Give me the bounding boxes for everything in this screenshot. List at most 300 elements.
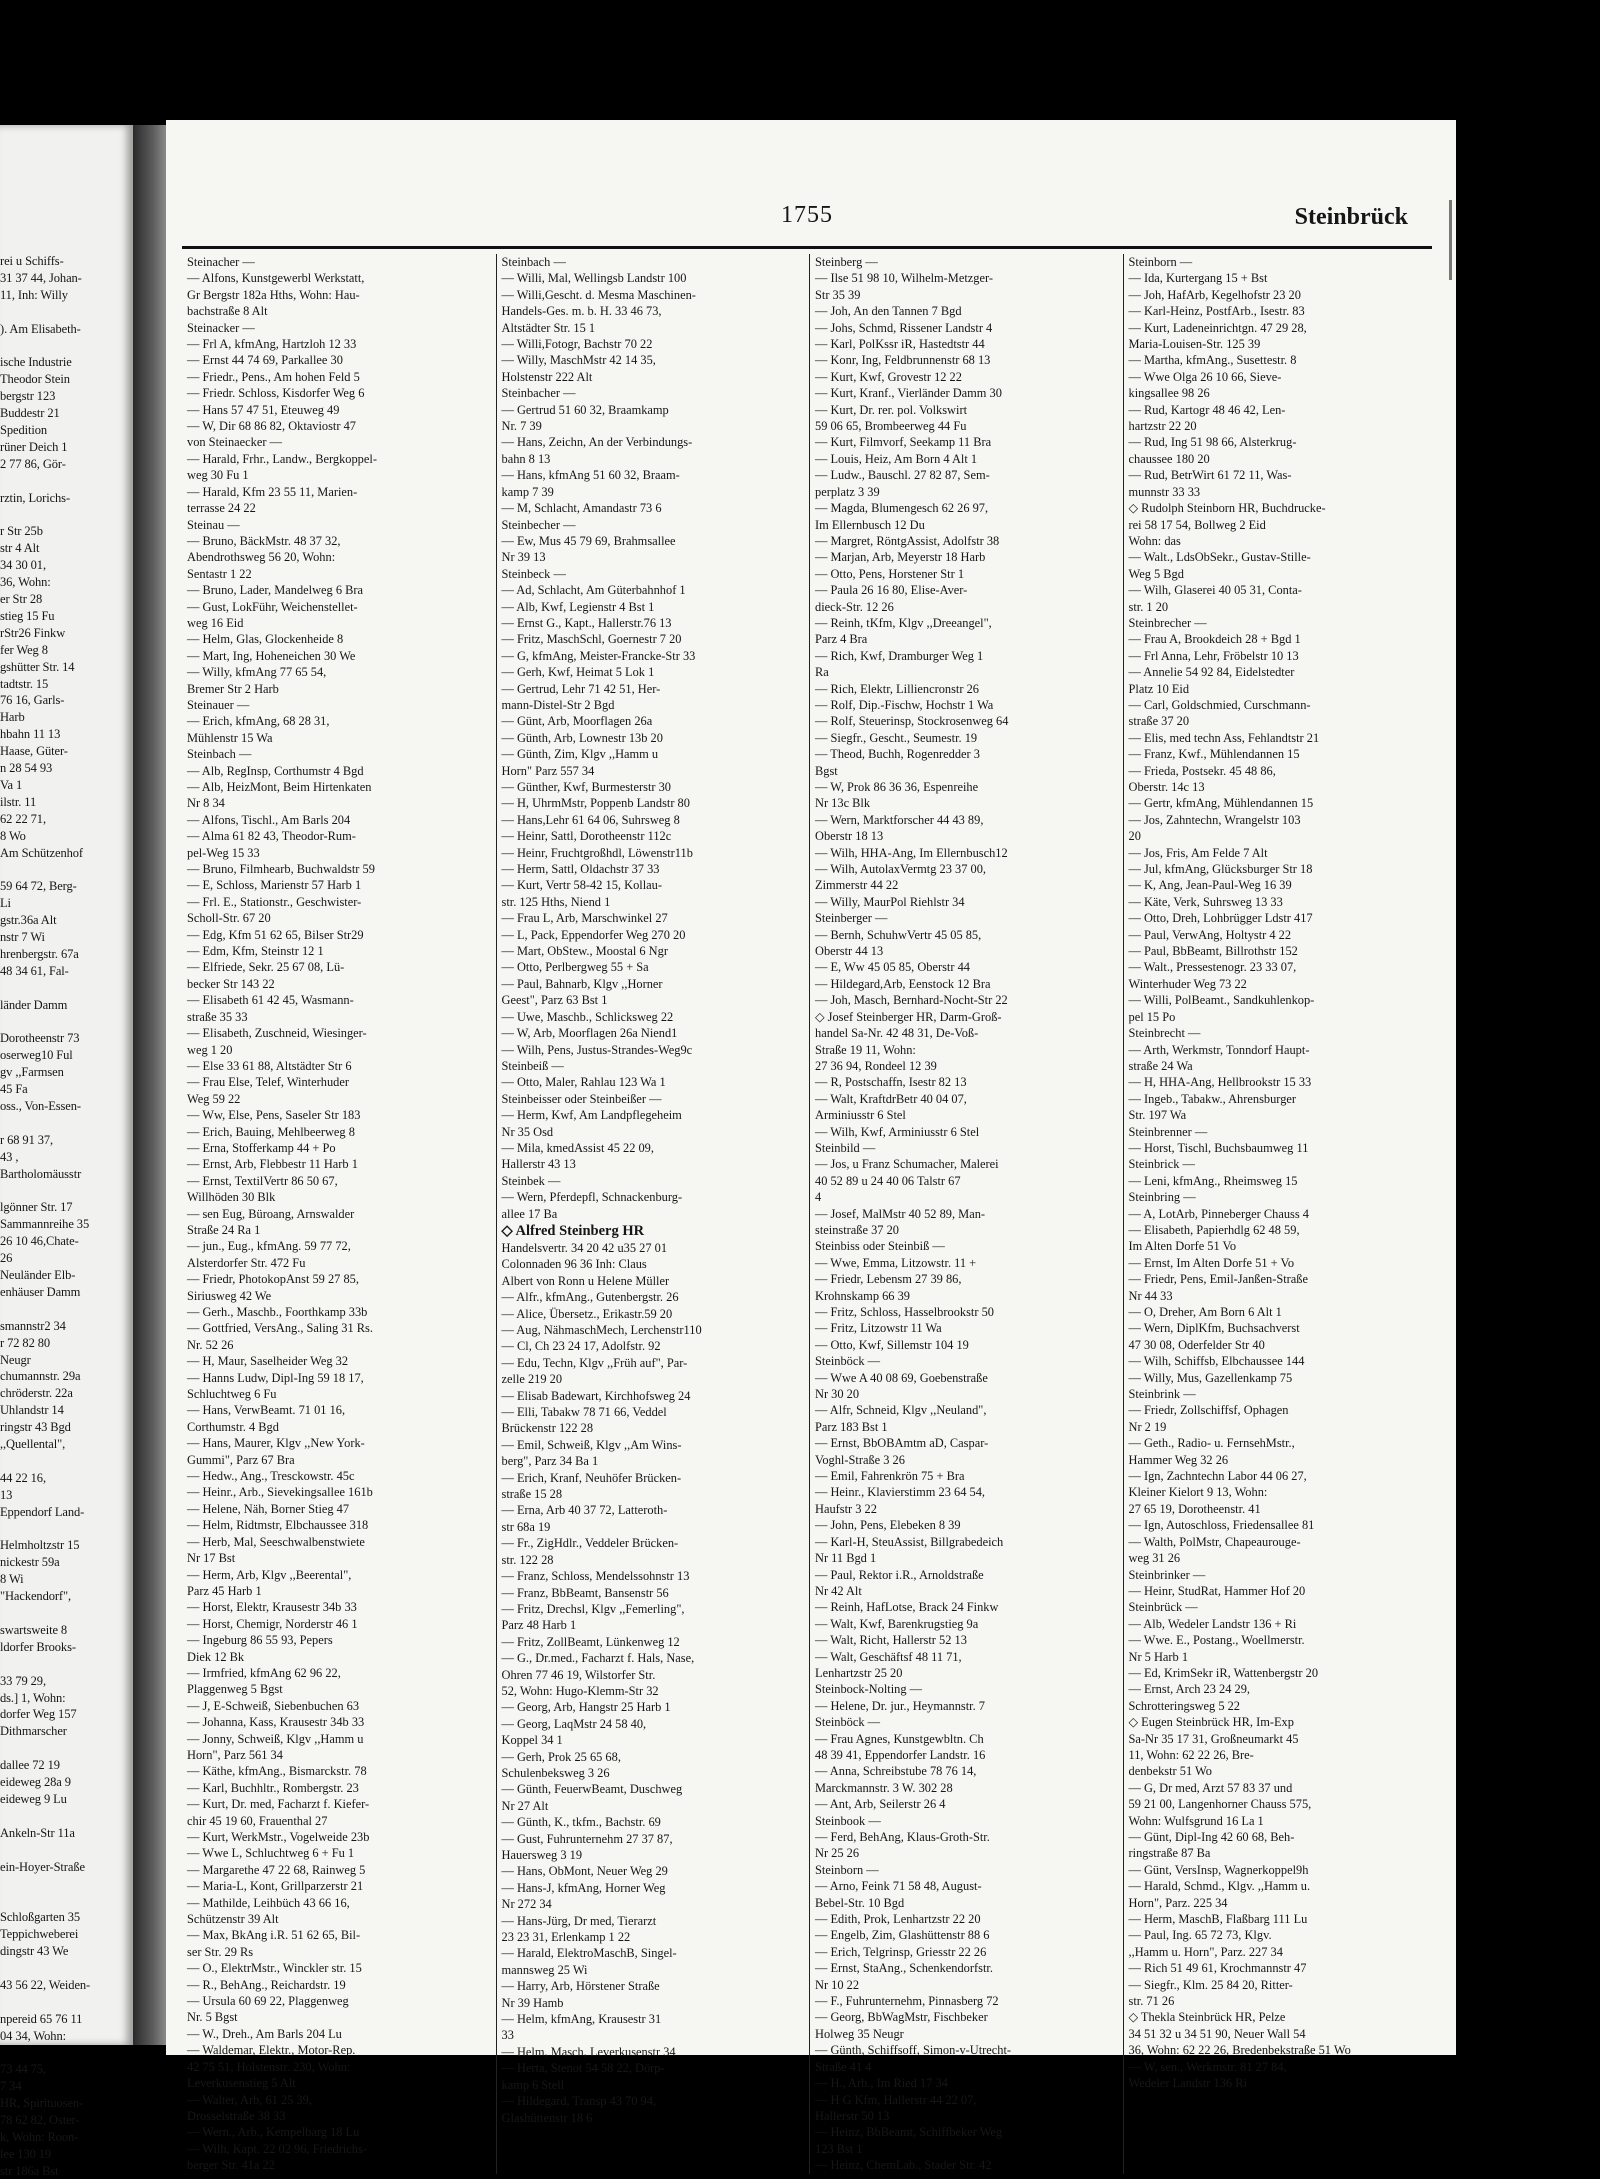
directory-entry: — Erich, Bauing, Mehlbeerweg 8	[187, 1124, 355, 1139]
facing-page-fragment	[0, 125, 133, 2178]
directory-entry: — Walt., Pressestenogr. 23 33 07,	[1128, 960, 1297, 975]
facing-page-line: Li	[0, 896, 11, 911]
directory-entry: — Kurt, Kwf, Grovestr 12 22	[815, 369, 962, 384]
facing-page-line: ,,Quellental",	[0, 1437, 66, 1451]
directory-entry: — Ernst, Arch 23 24 29,	[1128, 1682, 1250, 1697]
directory-entry: — Ant, Arb, Seilerstr 26 4	[815, 1797, 946, 1812]
facing-page-line: Theodor Stein	[0, 372, 70, 387]
directory-entry: — Ernst, StaAng., Schenkendorfstr.	[815, 1961, 993, 1976]
directory-entry: — Frau Else, Telef, Winterhuder	[187, 1075, 349, 1090]
surname-heading: Steinauer —	[187, 697, 250, 712]
directory-entry: — Fritz, Schloss, Hasselbrookstr 50	[815, 1305, 994, 1319]
directory-entry: — Alb, HeizMont, Beim Hirtenkaten	[187, 780, 372, 794]
directory-entry: — Elli, Tabakw 78 71 66, Veddel	[501, 1405, 667, 1420]
facing-page-line: Neuländer Elb-	[0, 1268, 76, 1282]
directory-entry: — Horst, Elektr, Krausestr 34b 33	[187, 1600, 357, 1615]
directory-entry: — Ludw., Bauschl. 27 82 87, Sem-	[815, 468, 990, 483]
directory-entry: Colonnaden 96 36 Inh: Claus	[501, 1257, 647, 1272]
directory-entry: Nr 42 Alt	[815, 1583, 862, 1598]
directory-entry: Abendrothsweg 56 20, Wohn:	[187, 550, 336, 565]
directory-entry: — Kurt, Vertr 58-42 15, Kollau-	[501, 878, 662, 893]
facing-page-line: bergstr 123	[0, 389, 56, 404]
directory-entry: Alsterdorfer Str. 472 Fu	[187, 1255, 306, 1270]
directory-entry: — W, sen., Werkmstr. 81 27 84,	[1128, 2059, 1287, 2074]
directory-entry: Hallerstr 43 13	[501, 1157, 576, 1172]
directory-entry: — Frl Anna, Lehr, Fröbelstr 10 13	[1128, 648, 1299, 663]
directory-entry: — Heinr, Fruchtgroßhdl, Löwenstr11b	[501, 845, 693, 860]
directory-entry: — Georg, LaqMstr 24 58 40,	[501, 1716, 647, 1731]
facing-page-line: er Str 28	[0, 592, 43, 606]
column-3	[809, 254, 1119, 2174]
directory-entry: — Hans 57 47 51, Eteuweg 49	[187, 402, 340, 417]
directory-entry: Nr 11 Bgd 1	[815, 1551, 877, 1566]
directory-entry: — John, Pens, Elebeken 8 39	[815, 1518, 961, 1533]
directory-entry: — Otto, Pens, Horstener Str 1	[815, 566, 965, 581]
directory-entry: Horn", Parz. 225 34	[1128, 1895, 1228, 1910]
directory-entry: — Wwe, Emma, Litzowstr. 11 +	[815, 1255, 977, 1270]
directory-entry: — K, Ang, Jean-Paul-Weg 16 39	[1128, 878, 1292, 893]
facing-page-line: Spedition	[0, 423, 48, 437]
directory-entry: — Friedr. Schloss, Kisdorfer Weg 6	[187, 386, 365, 401]
directory-entry: — Wwe Olga 26 10 66, Sieve-	[1128, 369, 1282, 384]
directory-entry: straße 24 Wa	[1128, 1058, 1193, 1073]
directory-entry: — G., Dr.med., Facharzt f. Hals, Nase,	[501, 1651, 695, 1666]
directory-entry: hartzstr 22 20	[1128, 419, 1197, 434]
directory-entry: steinstraße 37 20	[815, 1222, 899, 1237]
facing-page-line: 36, Wohn:	[0, 575, 51, 590]
directory-entry: — Hans-Jürg, Dr med, Tierarzt	[501, 1913, 657, 1928]
directory-entry: — Karl-Heinz, PostfArb., Isestr. 83	[1128, 304, 1305, 319]
directory-entry: — Hans, Zeichn, An der Verbindungs-	[501, 435, 693, 450]
directory-entry: Glashüttenstr 18 6	[501, 2110, 593, 2125]
directory-entry: Oberstr 44 13	[815, 944, 884, 959]
directory-entry: Schluchtweg 6 Fu	[187, 1387, 277, 1402]
directory-entry: str. 122 28	[501, 1552, 554, 1567]
directory-entry: — Edg, Kfm 51 62 65, Bilser Str29	[187, 927, 364, 942]
directory-entry: — Konr, Ing, Feldbrunnenstr 68 13	[815, 353, 991, 368]
directory-entry: Nr 44 33	[1128, 1288, 1173, 1303]
surname-heading: Steinau —	[187, 517, 240, 532]
facing-page-line: 73 44 75,	[0, 2062, 46, 2077]
directory-entry: — Herm, MaschB, Flaßbarg 111 Lu	[1128, 1912, 1308, 1927]
directory-entry: — Edith, Prok, Lenhartzstr 22 20	[815, 1912, 981, 1927]
directory-entry: — Jos, Zahntechn, Wrangelstr 103	[1128, 812, 1301, 827]
directory-entry: — W, Dir 68 86 82, Oktaviostr 47	[187, 419, 356, 434]
directory-entry: Handelsvertr. 34 20 42 u35 27 01	[501, 1240, 668, 1255]
directory-entry: — Paul, VerwAng, Holtystr 4 22	[1128, 927, 1292, 942]
directory-entry: — Georg, BbWagMstr, Fischbeker	[815, 2010, 988, 2025]
directory-entry: — Walt, Richt, Hallerstr 52 13	[815, 1633, 967, 1648]
directory-entry: — Helm, kfmAng, Krausestr 31	[501, 2012, 662, 2027]
facing-page-line: 11, Inh: Willy	[0, 287, 68, 302]
directory-entry: str. 1 20	[1128, 599, 1169, 614]
facing-page-line: k, Wohn: Roon-	[0, 2129, 79, 2144]
directory-entry: Nr. 52 26	[187, 1337, 234, 1352]
directory-entry: — Alb, Kwf, Legienstr 4 Bst 1	[501, 599, 655, 614]
directory-entry: — Kurt, WerkMstr., Vogelweide 23b	[187, 1830, 370, 1844]
directory-entry: Parz 48 Harb 1	[501, 1618, 577, 1633]
directory-entry: — Heinr., Klavierstimm 23 64 54,	[815, 1485, 986, 1500]
directory-entry: 4	[815, 1190, 822, 1205]
directory-entry: Schrotteringsweg 5 22	[1128, 1698, 1240, 1713]
directory-entry: — Fritz, Litzowstr 11 Wa	[815, 1321, 942, 1336]
directory-entry: — Reinh, HafLotse, Brack 24 Finkw	[815, 1600, 999, 1615]
directory-entry: 52, Wohn: Hugo-Klemm-Str 32	[501, 1683, 659, 1698]
directory-entry: Kleiner Kielort 9 13, Wohn:	[1128, 1485, 1268, 1500]
directory-entry: Gr Bergstr 182a Hths, Wohn: Hau-	[187, 287, 360, 302]
directory-entry: — Fritz, Drechsl, Klgv ,,Femerling",	[501, 1601, 685, 1616]
directory-entry: — Jos, u Franz Schumacher, Malerei	[815, 1157, 999, 1172]
directory-entry: Holstenstr 222 Alt	[501, 369, 593, 384]
directory-entry: Nr 25 26	[815, 1846, 860, 1861]
directory-entry: ◇ Eugen Steinbrück HR, Im-Exp	[1128, 1715, 1294, 1730]
directory-entry: — Elisab Badewart, Kirchhofsweg 24	[501, 1388, 691, 1403]
directory-entry: weg 30 Fu 1	[187, 468, 249, 483]
directory-entry: — Helene, Dr. jur., Heymannstr. 7	[815, 1698, 985, 1713]
facing-page-line: 13	[0, 1487, 13, 1502]
directory-entry: — Johanna, Kass, Krausestr 34b 33	[187, 1715, 365, 1730]
directory-entry: Leverkusenstieg 5 Alt	[187, 2076, 296, 2091]
directory-entry: — Else 33 61 88, Altstädter Str 6	[187, 1058, 352, 1073]
directory-entry: 20	[1128, 829, 1141, 844]
directory-entry: — Fritz, MaschSchl, Goernestr 7 20	[501, 632, 682, 647]
directory-entry: — Herm, Sattl, Oldachstr 37 33	[501, 862, 660, 877]
directory-entry: ◇ Alfred Steinberg HR	[501, 1222, 645, 1239]
directory-entry: denbekstr 51 Wo	[1128, 1764, 1212, 1779]
directory-entry: — F., Fuhrunternehm, Pinnasberg 72	[815, 1994, 999, 2009]
directory-entry: — Erich, Telgrinsp, Griesstr 22 26	[815, 1944, 987, 1959]
surname-heading: Steinbrinker —	[1128, 1567, 1206, 1582]
facing-page-line: 26 10 46,Chate-	[0, 1234, 79, 1249]
facing-page-line: chröderstr. 22a	[0, 1386, 73, 1401]
directory-entry: Oberstr. 14c 13	[1128, 780, 1205, 794]
directory-entry: — Horst, Chemigr, Norderstr 46 1	[187, 1616, 358, 1631]
directory-entry: — Herb, Mal, Seeschwalbenstwiete	[187, 1534, 365, 1549]
directory-entry: — Gust, Fuhrunternehm 27 37 87,	[501, 1831, 673, 1846]
directory-entry: — Helm, Ridtmstr, Elbchaussee 318	[187, 1518, 369, 1533]
facing-page-line: länder Damm	[0, 997, 68, 1012]
directory-entry: — Arno, Feink 71 58 48, August-	[815, 1879, 982, 1894]
directory-entry: — Herm, Kwf, Am Landpflegeheim	[501, 1108, 682, 1123]
directory-entry: — Ign, Autoschloss, Friedensallee 81	[1128, 1518, 1315, 1533]
directory-entry: — Wern., Arb., Kempelbarg 18 Lu	[187, 2125, 360, 2140]
directory-entry: 59 21 00, Langenhorner Chauss 575,	[1128, 1797, 1312, 1812]
facing-page-line: gshütter Str. 14	[0, 659, 75, 674]
directory-entry: Siriusweg 42 We	[187, 1288, 272, 1303]
directory-entry: — Helm, Glas, Glockenheide 8	[187, 632, 344, 647]
directory-entry: — Alice, Übersetz., Erikastr.59 20	[501, 1306, 673, 1321]
directory-entry: — Margret, RöntgAssist, Adolfstr 38	[815, 533, 1000, 548]
facing-page-line: 34 30 01,	[0, 558, 46, 573]
directory-entry: — W., Dreh., Am Barls 204 Lu	[187, 2026, 342, 2041]
directory-entry: — Heinr., Arb., Sievekingsallee 161b	[187, 1485, 373, 1500]
directory-entry: — Walt, KraftdrBetr 40 04 07,	[815, 1091, 967, 1106]
facing-page-line: ldorfer Brooks-	[0, 1639, 76, 1654]
facing-page-line: rStr26 Finkw	[0, 625, 66, 640]
directory-entry: — Margarethe 47 22 68, Rainweg 5	[187, 1862, 366, 1877]
directory-entry: Oberstr 18 13	[815, 829, 884, 844]
directory-entry: allee 17 Ba	[501, 1206, 558, 1221]
directory-entry: — G, Dr med, Arzt 57 83 37 und	[1128, 1780, 1293, 1795]
directory-columns	[182, 254, 1432, 2173]
directory-entry: — Paula 26 16 80, Elise-Aver-	[815, 583, 968, 598]
directory-entry: kamp 6 Stell	[501, 2077, 565, 2092]
directory-entry: Nr 39 Hamb	[501, 1995, 564, 2010]
directory-entry: — Alb, Wedeler Landstr 136 + Ri	[1128, 1616, 1297, 1631]
facing-page-line: rei u Schiffs-	[0, 254, 64, 268]
directory-entry: — Günth, K., tkfm., Bachstr. 69	[501, 1815, 661, 1830]
directory-entry: — Emil, Schweiß, Klgv ,,Am Wins-	[501, 1437, 682, 1452]
directory-entry: — Helene, Näh, Borner Stieg 47	[187, 1501, 350, 1516]
directory-entry: — Bernh, SchuhwVertr 45 05 85,	[815, 927, 982, 942]
directory-entry: str 68a 19	[501, 1519, 551, 1534]
facing-page-line: rüner Deich 1	[0, 439, 68, 454]
directory-entry: — Kurt, Kranf., Vierländer Damm 30	[815, 386, 1002, 401]
directory-entry: — Walth, PolMstr, Chapeaurouge-	[1128, 1534, 1301, 1549]
directory-entry: — Marjan, Arb, Meyerstr 18 Harb	[815, 550, 986, 565]
running-head: Steinbrück	[1294, 204, 1408, 230]
surname-heading: Steinacher —	[187, 255, 255, 269]
directory-entry: — R, Postschaffn, Isestr 82 13	[815, 1075, 967, 1090]
book-gutter	[133, 125, 166, 2045]
directory-entry: — Uwe, Maschb., Schlicksweg 22	[501, 1009, 674, 1024]
directory-entry: berg", Parz 34 Ba 1	[501, 1454, 599, 1469]
directory-entry: — Hildegard, Transp 43 70 94,	[501, 2094, 657, 2109]
directory-entry: — Joh, HafArb, Kegelhofstr 23 20	[1128, 287, 1301, 302]
directory-entry: — Aug, NähmaschMech, Lerchenstr110	[501, 1323, 702, 1337]
directory-entry: — Elisabeth, Papierhdlg 62 48 59,	[1128, 1222, 1300, 1237]
directory-entry: — Erich, Kranf, Neuhöfer Brücken-	[501, 1470, 682, 1485]
directory-entry: Mühlenstr 15 Wa	[187, 730, 273, 745]
directory-entry: Parz 4 Bra	[815, 632, 868, 647]
directory-entry: — Willy, kfmAng 77 65 54,	[187, 665, 327, 680]
directory-entry: — Mathilde, Leihbüch 43 66 16,	[187, 1895, 350, 1910]
column-1	[182, 254, 492, 2174]
directory-entry: — Wilh, HHA-Ang, Im Ellernbusch12	[815, 845, 1008, 860]
directory-entry: — Alfr., kfmAng., Gutenbergstr. 26	[501, 1290, 679, 1305]
directory-entry: — G, kfmAng, Meister-Francke-Str 33	[501, 648, 696, 663]
facing-page-line: 33 79 29,	[0, 1673, 46, 1688]
directory-entry: ◇ Thekla Steinbrück HR, Pelze	[1128, 2010, 1286, 2025]
surname-heading: Steinberg —	[815, 255, 878, 269]
column-2	[496, 254, 806, 2174]
directory-entry: — Ingeb., Tabakw., Ahrensburger	[1128, 1091, 1297, 1106]
surname-heading: Steinberger —	[815, 911, 888, 926]
surname-heading: Steinbock-Nolting —	[815, 1682, 923, 1697]
directory-entry: — sen Eug, Büroang, Arnswalder	[187, 1206, 355, 1221]
directory-entry: 27 36 94, Rondeel 12 39	[815, 1058, 937, 1073]
directory-entry: — Bruno, BäckMstr. 48 37 32,	[187, 533, 341, 548]
directory-entry: — Wwe A 40 08 69, Goebenstraße	[815, 1370, 988, 1385]
directory-entry: — Günth, Arb, Lownestr 13b 20	[501, 730, 663, 745]
directory-entry: — Siegfr., Klm. 25 84 20, Ritter-	[1128, 1977, 1293, 1992]
directory-entry: straße 15 28	[501, 1487, 563, 1502]
facing-page-line: eideweg 28a 9	[0, 1775, 71, 1789]
directory-entry: weg 16 Eid	[187, 615, 244, 630]
page-header	[182, 202, 1432, 234]
directory-entry: Horn" Parz 557 34	[501, 763, 595, 778]
directory-entry: — Franz, Kwf., Mühlendannen 15	[1128, 747, 1300, 762]
directory-entry: kamp 7 39	[501, 484, 554, 499]
directory-entry: — Kurt, Dr. rer. pol. Volkswirt	[815, 402, 968, 417]
directory-entry: zelle 219 20	[501, 1372, 563, 1387]
facing-page-line: Va 1	[0, 777, 23, 792]
directory-entry: — Friedr, Lebensm 27 39 86,	[815, 1272, 962, 1287]
directory-entry: Nr 5 Harb 1	[1128, 1649, 1189, 1664]
directory-entry: 34 51 32 u 34 51 90, Neuer Wall 54	[1128, 2026, 1306, 2041]
directory-entry: — Rolf, Dip.-Fischw, Hochstr 1 Wa	[815, 697, 994, 712]
surname-heading: Steinbring —	[1128, 1190, 1196, 1205]
directory-entry: — Frau Agnes, Kunstgewbltn. Ch	[815, 1731, 984, 1746]
directory-entry: Gummi", Parz 67 Bra	[187, 1452, 295, 1467]
directory-entry: Winterhuder Weg 73 22	[1128, 976, 1247, 991]
directory-entry: — Günther, Kwf, Burmesterstr 30	[501, 780, 671, 794]
surname-heading: Steinbrick —	[1128, 1157, 1195, 1172]
directory-entry: — Otto, Perlbergweg 55 + Sa	[501, 960, 649, 975]
directory-entry: kingsallee 98 26	[1128, 386, 1210, 401]
directory-entry: Parz 45 Harb 1	[187, 1583, 262, 1598]
directory-entry: — Gerh., Maschb., Foorthkamp 33b	[187, 1305, 368, 1319]
facing-page-line: 62 22 71,	[0, 811, 46, 826]
directory-entry: Geest", Parz 63 Bst 1	[501, 993, 608, 1008]
facing-page-line: Haase, Güter-	[0, 744, 68, 759]
surname-heading: Steinbek —	[501, 1173, 561, 1188]
directory-entry: — Ernst, BbOBAmtm aD, Caspar-	[815, 1436, 989, 1451]
directory-entry: — Edu, Techn, Klgv ,,Früh auf", Par-	[501, 1355, 688, 1370]
directory-entry: Wohn: Wulfsgrund 16 La 1	[1128, 1813, 1264, 1828]
directory-entry: Corthumstr. 4 Bgd	[187, 1419, 279, 1434]
facing-page-line: ilstr. 11	[0, 794, 37, 809]
directory-entry: Schützenstr 39 Alt	[187, 1912, 279, 1927]
page-number: 1755	[781, 202, 833, 228]
facing-page-line: str 186a Bst	[0, 2163, 59, 2178]
surname-heading: Steinbrecher —	[1128, 615, 1207, 630]
directory-entry: ringstraße 87 Ba	[1128, 1846, 1211, 1861]
directory-entry: Nr 10 22	[815, 1977, 860, 1992]
directory-entry: — Reinh, tKfm, Klgv ,,Dreeangel",	[815, 615, 992, 630]
facing-page-line: Bartholomäusstr	[0, 1166, 82, 1181]
surname-heading: Steinbrecht —	[1128, 1026, 1201, 1041]
directory-entry: — Mila, kmedAssist 45 22 09,	[501, 1140, 654, 1155]
directory-entry: — Ingeburg 86 55 93, Pepers	[187, 1633, 333, 1648]
directory-entry: — Frau L, Arb, Marschwinkel 27	[501, 911, 668, 926]
directory-entry: Ohren 77 46 19, Wilstorfer Str.	[501, 1667, 656, 1682]
directory-entry: Straße 24 Ra 1	[187, 1222, 261, 1237]
directory-entry: handel Sa-Nr. 42 48 31, De-Voß-	[815, 1026, 979, 1041]
directory-entry: Horn", Parz 561 34	[187, 1747, 283, 1762]
surname-heading: Steinbacher —	[501, 386, 576, 401]
directory-entry: — Alfons, Kunstgewerbl Werkstatt,	[187, 271, 365, 286]
directory-entry: 123 Bst 1	[815, 2141, 863, 2156]
directory-entry: weg 1 20	[187, 1042, 233, 1057]
directory-entry: — Hans, ObMont, Neuer Weg 29	[501, 1864, 668, 1879]
facing-page-line: hbahn 11 13	[0, 727, 61, 742]
directory-entry: — Walt, Kwf, Barenkrugstieg 9a	[815, 1616, 979, 1631]
facing-page-line: rztin, Lorichs-	[0, 490, 71, 505]
surname-heading: Steinborn —	[1128, 255, 1193, 269]
directory-entry: — Gust, LokFühr, Weichenstellet-	[187, 599, 358, 614]
facing-page-line: Uhlandstr 14	[0, 1403, 64, 1418]
facing-page-line: Harb	[0, 710, 25, 725]
directory-entry: — M, Schlacht, Amandastr 73 6	[501, 501, 662, 516]
directory-entry: — Frl A, kfmAng, Hartzloh 12 33	[187, 337, 357, 352]
directory-entry: — Otto, Dreh, Lohbrügger Ldstr 417	[1128, 911, 1313, 926]
directory-entry: — Joh, Masch, Bernhard-Nocht-Str 22	[815, 993, 1008, 1008]
directory-entry: — Ad, Schlacht, Am Güterbahnhof 1	[501, 583, 686, 598]
facing-page-line: dorfer Weg 157	[0, 1707, 77, 1722]
directory-entry: — Rolf, Steuerinsp, Stockrosenweg 64	[815, 714, 1009, 729]
facing-page-line: lgönner Str. 17	[0, 1200, 73, 1215]
facing-page-line: Eppendorf Land-	[0, 1504, 85, 1519]
directory-entry: — Ferd, BehAng, Klaus-Groth-Str.	[815, 1830, 990, 1844]
facing-page-line: 26	[0, 1251, 13, 1266]
directory-entry: — Waldemar, Elektr., Motor-Rep.	[187, 2043, 356, 2058]
directory-entry: — Hans, VerwBeamt. 71 01 16,	[187, 1403, 346, 1418]
directory-entry: — Paul, BbBeamt, Billrothstr 152	[1128, 944, 1298, 959]
facing-page-line: 04 34, Wohn:	[0, 2028, 66, 2043]
directory-entry: — Edm, Kfm, Steinstr 12 1	[187, 944, 324, 959]
surname-heading: Steinbach —	[187, 747, 252, 762]
facing-page-line: nstr 7 Wi	[0, 930, 45, 944]
directory-entry: Drosselstraße 38 33	[187, 2108, 286, 2123]
facing-page-line: tadtstr. 15	[0, 676, 49, 691]
directory-entry: Sa-Nr 35 17 31, Großneumarkt 45	[1128, 1731, 1299, 1746]
facing-page-line: HR, Spirituosen-	[0, 2096, 84, 2111]
directory-entry: — Carl, Goldschmied, Curschmann-	[1128, 697, 1311, 712]
directory-entry: Krohnskamp 66 39	[815, 1288, 910, 1303]
directory-entry: — Rich, Elektr, Lilliencronstr 26	[815, 681, 979, 696]
directory-entry: — Ernst G., Kapt., Hallerstr.76 13	[501, 615, 672, 630]
directory-entry: — Geth., Radio- u. FernsehMstr.,	[1128, 1436, 1295, 1451]
directory-entry: Haufstr 3 22	[815, 1501, 877, 1516]
surname-heading: Steinacker —	[187, 320, 255, 335]
facing-page-line: dallee 72 19	[0, 1758, 60, 1773]
directory-entry: — Erich, kfmAng, 68 28 31,	[187, 714, 330, 729]
directory-entry: — Louis, Heiz, Am Born 4 Alt 1	[815, 451, 978, 466]
directory-entry: — Heinz, BbBeamt, Schiffbeker Weg	[815, 2125, 1003, 2140]
directory-entry: Straße 19 11, Wohn:	[815, 1042, 916, 1057]
directory-entry: — Heinz, ChemLab., Stader Str. 42	[815, 2158, 992, 2173]
directory-entry: — Harry, Arb, Hörstener Straße	[501, 1979, 660, 1994]
directory-entry: — Paul, Ing. 65 72 73, Klgv.	[1128, 1928, 1272, 1943]
facing-page-line: 2 77 86, Gör-	[0, 456, 66, 471]
surname-heading: Steinbrück —	[1128, 1600, 1198, 1615]
directory-entry: chaussee 180 20	[1128, 451, 1210, 466]
directory-entry: — Otto, Maler, Rahlau 123 Wa 1	[501, 1075, 666, 1090]
directory-entry: — Willi,Gescht. d. Mesma Maschinen-	[501, 287, 696, 302]
facing-page-line: swartsweite 8	[0, 1622, 68, 1637]
directory-entry: — Emil, Fahrenkrön 75 + Bra	[815, 1469, 965, 1484]
directory-entry: — Rich 51 49 61, Krochmannstr 47	[1128, 1961, 1307, 1976]
directory-entry: — Gottfried, VersAng., Saling 31 Rs.	[187, 1321, 373, 1336]
directory-entry: 48 39 41, Eppendorfer Landstr. 16	[815, 1747, 986, 1762]
directory-entry: — Hanns Ludw, Dipl-Ing 59 18 17,	[187, 1370, 364, 1385]
directory-entry: — Karl, PolKssr iR, Hastedtstr 44	[815, 337, 985, 352]
directory-entry: — Günth, Schiffsoff, Simon-v-Utrecht-	[815, 2043, 1012, 2058]
directory-entry: — Willy, Mus, Gazellenkamp 75	[1128, 1370, 1293, 1385]
directory-entry: — Josef, MalMstr 40 52 89, Man-	[815, 1206, 986, 1221]
page-edge-mark	[1449, 200, 1452, 280]
directory-entry: mannsweg 25 Wi	[501, 1962, 588, 1977]
directory-entry: — Willy, MaurPol Riehlstr 34	[815, 894, 965, 909]
facing-page-line: Helmholtzstr 15	[0, 1538, 80, 1553]
facing-page-line: 8 Wi	[0, 1572, 24, 1587]
directory-entry: — Harald, Schmd., Klgv. ,,Hamm u.	[1128, 1879, 1311, 1894]
directory-entry: — Rud, BetrWirt 61 72 11, Was-	[1128, 468, 1292, 483]
facing-page-line: oss., Von-Essen-	[0, 1099, 81, 1113]
directory-entry: Scholl-Str. 67 20	[187, 911, 271, 926]
directory-entry: — E, Schloss, Marienstr 57 Harb 1	[187, 878, 362, 893]
